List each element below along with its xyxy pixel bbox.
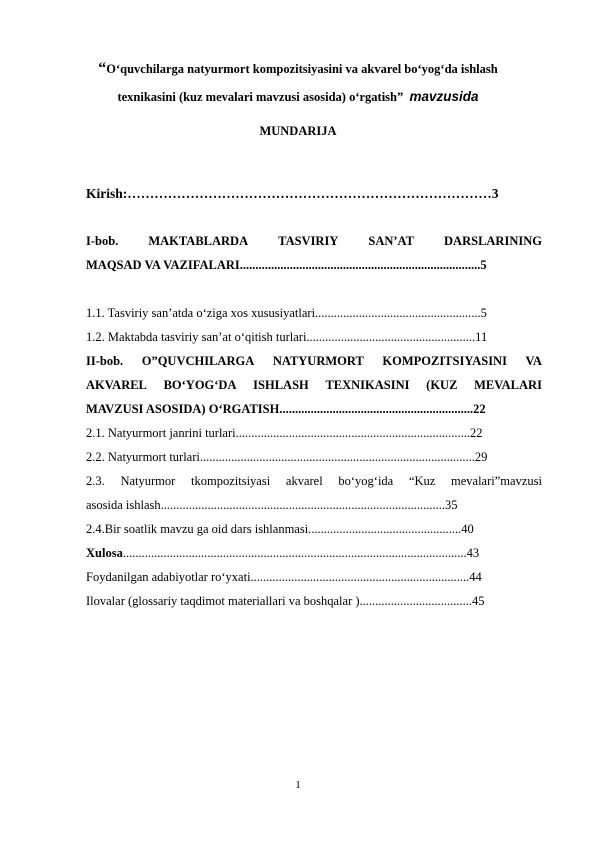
- title-text-2: texnikasini (kuz mevalari mavzusi asosida) o‘rgatish: [117, 90, 397, 104]
- toc-item-1-1: 1.1. Tasviriy san’atda o‘ziga xos xususiyatlari.....................................................5: [86, 306, 487, 320]
- title-close-quote: ”: [397, 90, 404, 104]
- xulosa-label: Xulosa: [86, 546, 123, 560]
- toc-item-2-4: 2.4.Bir soatlik mavzu ga oid dars ishlanmasi.................................................40: [86, 522, 474, 536]
- contents-heading: MUNDARIJA: [259, 124, 337, 138]
- toc-entry-kirish: Kirish:………………………………………………………………………3: [86, 186, 499, 201]
- page-number: 1: [295, 779, 301, 791]
- toc-item-1-2: 1.2. Maktabda tasviriy san’at o‘qitish turlari......................................................11: [86, 330, 488, 344]
- toc-entry-adabiyotlar: Foydanilgan adabiyotlar ro‘yxati......................................................................44: [86, 570, 482, 584]
- toc-entry-ilovalar: Ilovalar (glossariy taqdimot materiallari va boshqalar )....................................45: [86, 594, 485, 608]
- document-title-line-1: [70, 60, 526, 78]
- toc-item-2-3-line-2: asosida ishlash...........................................................................................35: [86, 498, 458, 512]
- title-open-quote: “: [98, 60, 107, 77]
- title-suffix: mavzusida: [409, 89, 479, 104]
- toc-chapter-1-line-1: I-bob. MAKTABLARDA TASVIRIY SAN’AT DARSLARINING: [86, 234, 542, 248]
- toc-chapter-2-line-1: II-bob. O”QUVCHILARGA NATYURMORT KOMPOZITSIYASINI VA: [86, 354, 542, 368]
- document-title-line-2: [70, 88, 526, 106]
- toc-chapter-2-line-2: AKVAREL BO‘YOG‘DA ISHLASH TEXNIKASINI (KUZ MEVALARI: [86, 378, 542, 392]
- title-text-1: O‘quvchilarga natyurmort kompozitsiyasini va akvarel bo‘yog‘da ishlash: [106, 62, 498, 76]
- toc-chapter-1-line-2: MAQSAD VA VAZIFALARI.............................................................................5: [86, 258, 487, 272]
- toc-chapter-2-line-3: MAVZUSI ASOSIDA) O‘RGATISH..............................................................22: [86, 402, 486, 416]
- toc-item-2-1: 2.1. Natyurmort janrini turlari...........................................................................22: [86, 426, 483, 440]
- toc-entry-xulosa: [86, 544, 542, 562]
- xulosa-dots: ..............................................................................................................43: [122, 546, 480, 560]
- toc-item-2-3-line-1: 2.3. Natyurmor tkompozitsiyasi akvarel bo‘yog‘ida “Kuz mevalari”mavzusi: [86, 474, 542, 488]
- toc-item-2-2: 2.2. Natyurmort turlari........................................................................................29: [86, 450, 488, 464]
